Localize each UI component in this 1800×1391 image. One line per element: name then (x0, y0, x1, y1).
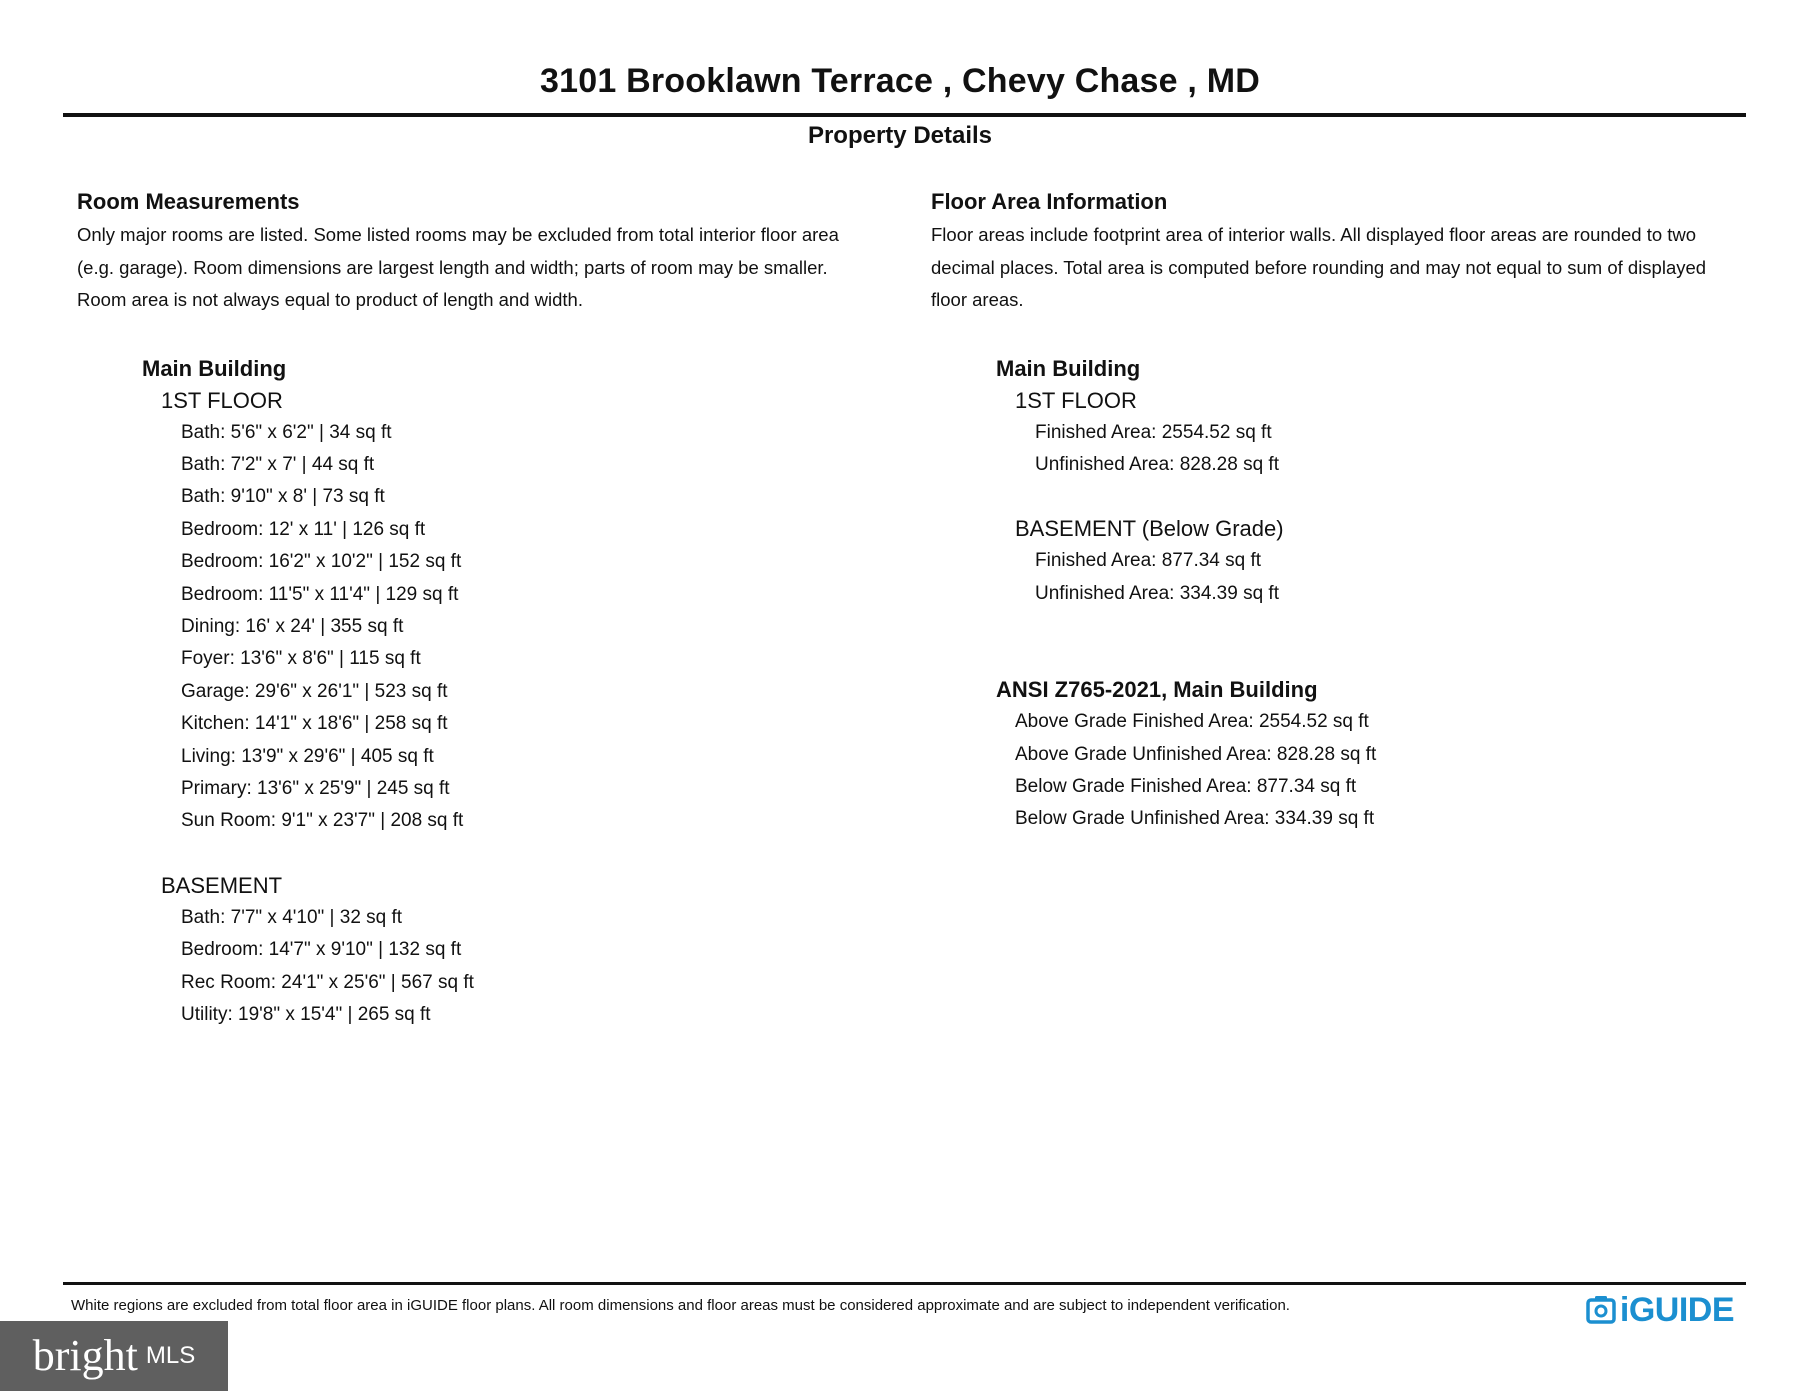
room-item: Garage: 29'6" x 26'1" | 523 sq ft (181, 680, 448, 702)
room-item: Bath: 9'10" x 8' | 73 sq ft (181, 486, 385, 508)
floor-area-section (931, 187, 1761, 836)
area-list (1015, 545, 1761, 610)
room-item: Bath: 5'6" x 6'2" | 34 sq ft (181, 421, 392, 443)
bright-mls-watermark (0, 1321, 228, 1391)
floor-group (161, 870, 887, 1032)
iguide-wordmark: iGUIDE (1619, 1291, 1734, 1329)
room-list (161, 902, 887, 1032)
room-item: Living: 13'9" x 29'6" | 405 sq ft (181, 745, 434, 767)
room-item: Kitchen: 14'1" x 18'6" | 258 sq ft (181, 713, 448, 735)
header-divider (63, 113, 1746, 117)
floor-name: 1ST FLOOR (161, 387, 283, 413)
ansi-item: Below Grade Finished Area: 877.34 sq ft (1015, 775, 1357, 797)
building-block (996, 353, 1761, 611)
room-item: Rec Room: 24'1" x 25'6" | 567 sq ft (181, 971, 474, 993)
room-item: Bedroom: 14'7" x 9'10" | 132 sq ft (181, 939, 462, 961)
room-measurements-heading: Room Measurements (77, 189, 300, 214)
page-title: 3101 Brooklawn Terrace , Chevy Chase , MD (540, 62, 1260, 100)
room-item: Bedroom: 16'2" x 10'2" | 152 sq ft (181, 551, 462, 573)
room-item: Bath: 7'7" x 4'10" | 32 sq ft (181, 906, 403, 928)
room-measurements-section (77, 187, 887, 1031)
room-item: Primary: 13'6" x 25'9" | 245 sq ft (181, 777, 450, 799)
ansi-item: Above Grade Unfinished Area: 828.28 sq ft (1015, 743, 1377, 765)
ansi-block (996, 674, 1761, 836)
area-item: Unfinished Area: 828.28 sq ft (1035, 453, 1279, 475)
room-item: Bedroom: 12' x 11' | 126 sq ft (181, 518, 426, 540)
building-block (142, 353, 887, 1032)
iguide-logo (1586, 1290, 1734, 1330)
floor-group (161, 385, 887, 838)
room-measurements-intro (77, 219, 887, 317)
area-list (1015, 417, 1761, 482)
ansi-item: Above Grade Finished Area: 2554.52 sq ft (1015, 711, 1369, 733)
mls-wordmark: MLS (145, 1342, 196, 1369)
ansi-list (996, 706, 1761, 836)
room-item: Bath: 7'2" x 7' | 44 sq ft (181, 453, 375, 475)
page-subtitle: Property Details (807, 122, 993, 149)
floor-area-intro (931, 219, 1761, 317)
area-item: Finished Area: 2554.52 sq ft (1035, 421, 1272, 443)
intro-line: floor areas. (931, 289, 1024, 310)
intro-line: (e.g. garage). Room dimensions are largest length and width; parts of room may be smaller. (77, 256, 828, 278)
building-name: Main Building (996, 355, 1141, 381)
bright-wordmark: bright (32, 1331, 138, 1380)
ansi-heading: ANSI Z765-2021, Main Building (996, 677, 1318, 703)
room-item: Dining: 16' x 24' | 355 sq ft (181, 615, 404, 637)
room-item: Utility: 19'8" x 15'4" | 265 sq ft (181, 1004, 431, 1025)
footer-disclaimer: White regions are excluded from total floor area in iGUIDE floor plans. All room dimensions and floor areas must be considered approximate and are subject to independent verification. (71, 1297, 1290, 1314)
intro-line: Only major rooms are listed. Some listed rooms may be excluded from total interior floor area (77, 224, 839, 245)
building-name: Main Building (142, 355, 287, 381)
ansi-item: Below Grade Unfinished Area: 334.39 sq ft (1015, 808, 1375, 830)
camera-icon (1586, 1295, 1616, 1325)
room-item: Sun Room: 9'1" x 23'7" | 208 sq ft (181, 810, 464, 832)
area-item: Unfinished Area: 334.39 sq ft (1035, 582, 1279, 604)
floor-name: 1ST FLOOR (1015, 387, 1137, 413)
room-item: Foyer: 13'6" x 8'6" | 115 sq ft (181, 648, 421, 670)
floor-group (1015, 513, 1761, 610)
floor-area-heading: Floor Area Information (931, 189, 1168, 214)
floor-name: BASEMENT (Below Grade) (1015, 516, 1284, 542)
room-list (161, 417, 887, 838)
floor-name: BASEMENT (161, 872, 283, 898)
footer-divider (63, 1282, 1746, 1285)
area-item: Finished Area: 877.34 sq ft (1035, 550, 1262, 572)
intro-line: Floor areas include footprint area of interior walls. All displayed floor areas are rounded to two (931, 224, 1697, 245)
intro-line: Room area is not always equal to product of length and width. (77, 289, 583, 310)
room-item: Bedroom: 11'5" x 11'4" | 129 sq ft (181, 583, 459, 605)
intro-line: decimal places. Total area is computed before rounding and may not equal to sum of displayed (931, 256, 1707, 278)
floor-group (1015, 385, 1761, 482)
